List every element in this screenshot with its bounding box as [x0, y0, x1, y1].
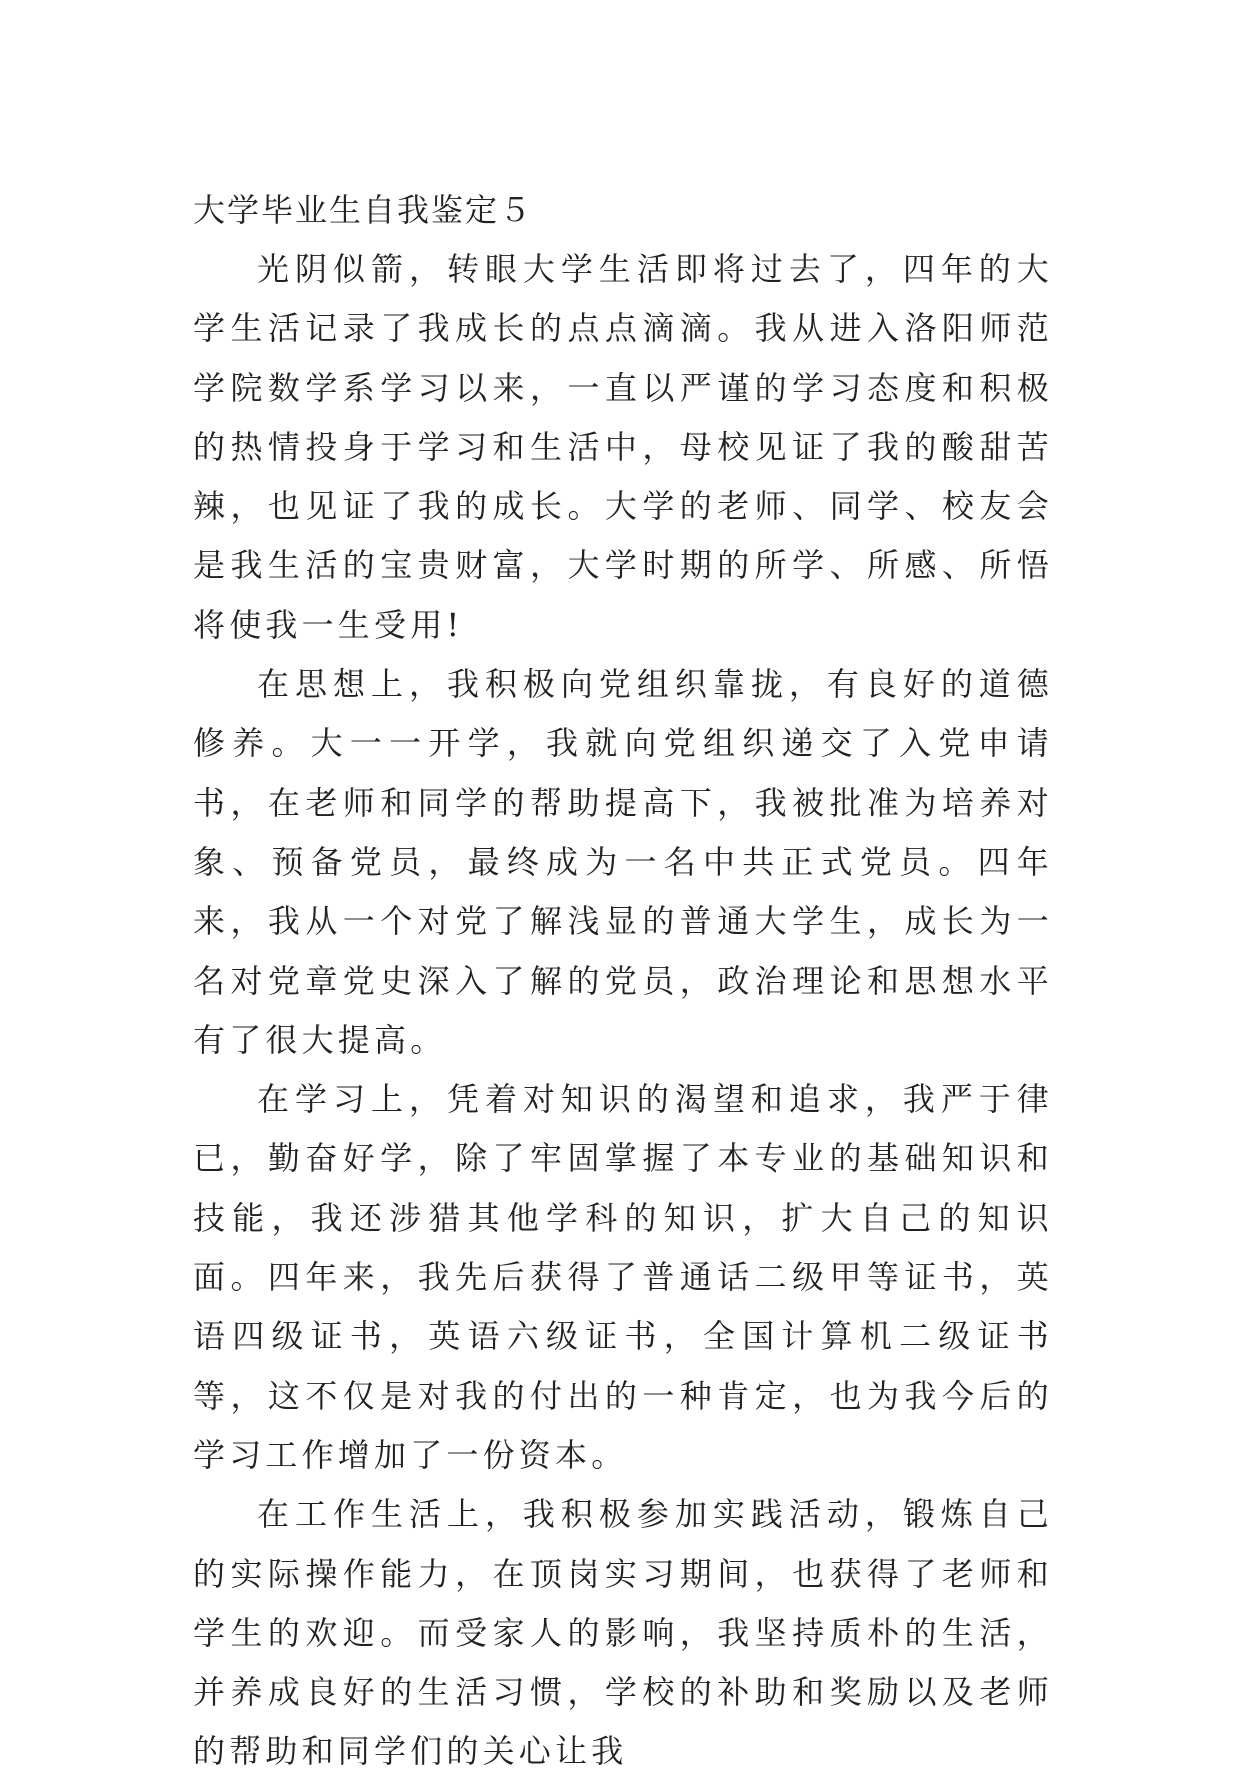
paragraph-intro: 光阴似箭，转眼大学生活即将过去了，四年的大学生活记录了我成长的点点滴滴。我从进入洛阳师范学院数学系学习以来，一直以严谨的学习态度和积极的热情投身于学习和生活中，母校见证了我的酸甜苦辣，也见证了我的成长。大学的老师、同学、校友会是我生活的宝贵财富，大学时期的所学、所感、所悟将使我一生受用!: [193, 250, 1053, 644]
paragraph-work-life: 在工作生活上，我积极参加实践活动，锻炼自己的实际操作能力，在顶岗实习期间，也获得了老师和学生的欢迎。而受家人的影响，我坚持质朴的生活，并养成良好的生活习惯，学校的补助和奖励以及老师的帮助和同学们的关心让我: [193, 1495, 1053, 1771]
document-title: 大学毕业生自我鉴定５: [193, 191, 534, 229]
document-body: [193, 181, 1053, 1782]
paragraph-ideology: 在思想上，我积极向党组织靠拢，有良好的道德修养。大一一开学，我就向党组织递交了入党申请书，在老师和同学的帮助提高下，我被批准为培养对象、预备党员，最终成为一名中共正式党员。四年来，我从一个对党了解浅显的普通大学生，成长为一名对党章党史深入了解的党员，政治理论和思想水平有了很大提高。: [193, 665, 1053, 1059]
paragraph-study: 在学习上，凭着对知识的渴望和追求，我严于律已，勤奋好学，除了牢固掌握了本专业的基础知识和技能，我还涉猎其他学科的知识，扩大自己的知识面。四年来，我先后获得了普通话二级甲等证书，英语四级证书，英语六级证书，全国计算机二级证书等，这不仅是对我的付出的一种肯定，也为我今后的学习工作增加了一份资本。: [193, 1080, 1053, 1474]
